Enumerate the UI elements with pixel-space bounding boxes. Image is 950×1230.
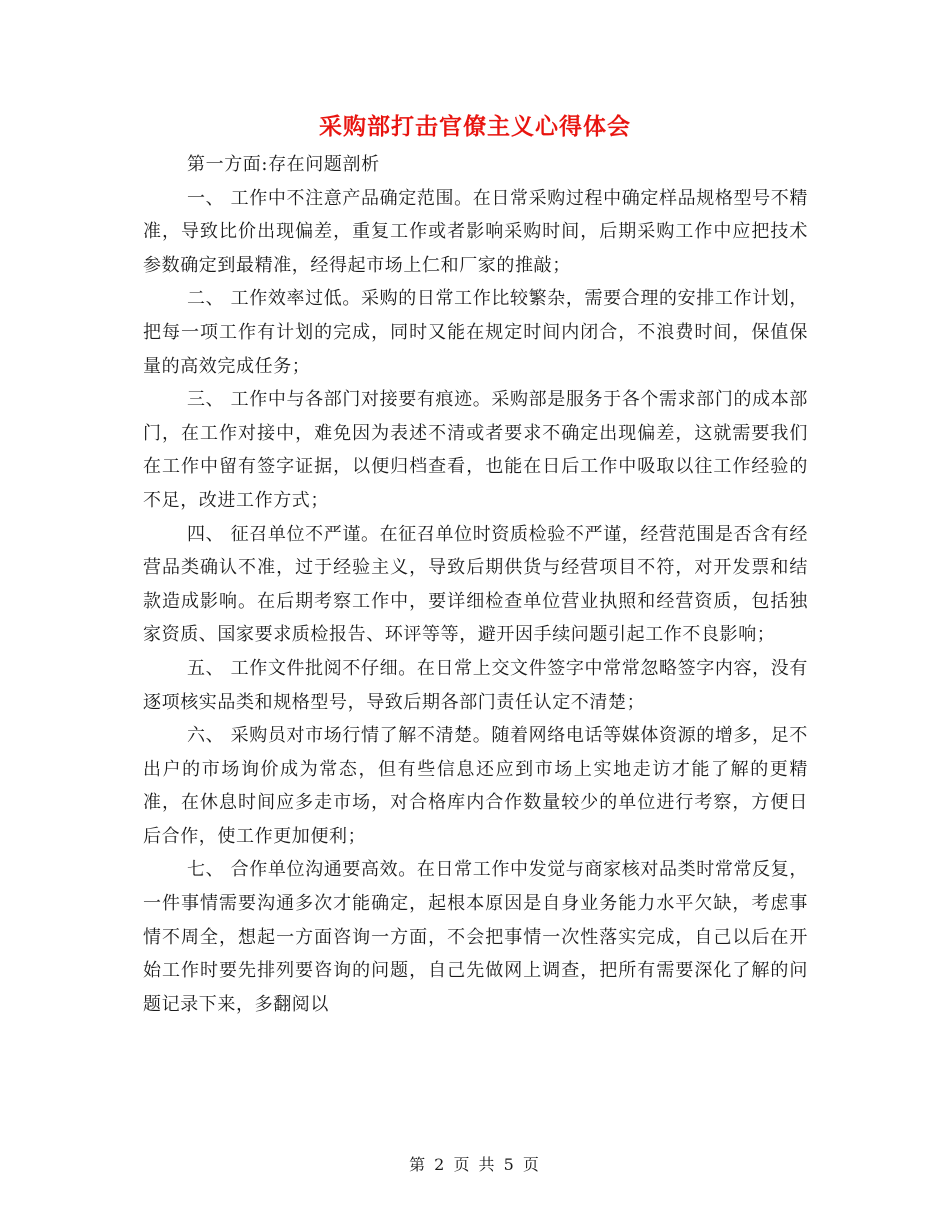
paragraph-1: 一、 工作中不注意产品确定范围。在日常采购过程中确定样品规格型号不精准，导致比价出现偏差，重复工作或者影响采购时间，后期采购工作中应把技术参数确定到最精准，经得起市场上仁和厂家的推敲； xyxy=(143,187,808,276)
paragraph-7: 七、 合作单位沟通要高效。在日常工作中发觉与商家核对品类时常常反复，一件事情需要沟通多次才能确定，起根本原因是自身业务能力水平欠缺，考虑事情不周全，想起一方面咨询一方面，不会把事情一次性落实完成，自己以后在开始工作时要先排列要咨询的问题，自己先做网上调查，把所有需要深化了解的问题记录下来，多翻阅以 xyxy=(143,859,808,1015)
paragraph-3: 三、 工作中与各部门对接要有痕迹。采购部是服务于各个需求部门的成本部门，在工作对接中，难免因为表述不清或者要求不确定出现偏差，这就需要我们在工作中留有签字证据，以便归档查看，也能在日后工作中吸取以往工作经验的不足，改进工作方式； xyxy=(143,389,808,511)
section-heading: 第一方面:存在问题剖析 xyxy=(187,154,380,175)
paragraph-2: 二、 工作效率过低。采购的日常工作比较繁杂，需要合理的安排工作计划，把每一项工作有计划的完成，同时又能在规定时间内闭合，不浪费时间，保值保量的高效完成任务； xyxy=(143,288,808,377)
document-body xyxy=(143,148,808,1021)
paragraph-5: 五、 工作文件批阅不仔细。在日常上交文件签字中常常忽略签字内容，没有逐项核实品类和规格型号，导致后期各部门责任认定不清楚； xyxy=(143,657,808,713)
paragraph-4: 四、 征召单位不严谨。在征召单位时资质检验不严谨，经营范围是否含有经营品类确认不准，过于经验主义，导致后期供货与经营项目不符，对开发票和结款造成影响。在后期考察工作中，要详细检查单位营业执照和经营资质，包括独家资质、国家要求质检报告、环评等等，避开因手续问题引起工作不良影响； xyxy=(143,523,808,646)
page-number-footer: 第 2 页 共 5 页 xyxy=(409,1155,541,1174)
document-title: 采购部打击官僚主义心得体会 xyxy=(319,113,631,140)
paragraph-6: 六、 采购员对市场行情了解不清楚。随着网络电话等媒体资源的增多，足不出户的市场询价成为常态，但有些信息还应到市场上实地走访才能了解的更精准，在休息时间应多走市场，对合格库内合作数量较少的单位进行考察，方便日后合作，使工作更加便利； xyxy=(143,725,808,847)
